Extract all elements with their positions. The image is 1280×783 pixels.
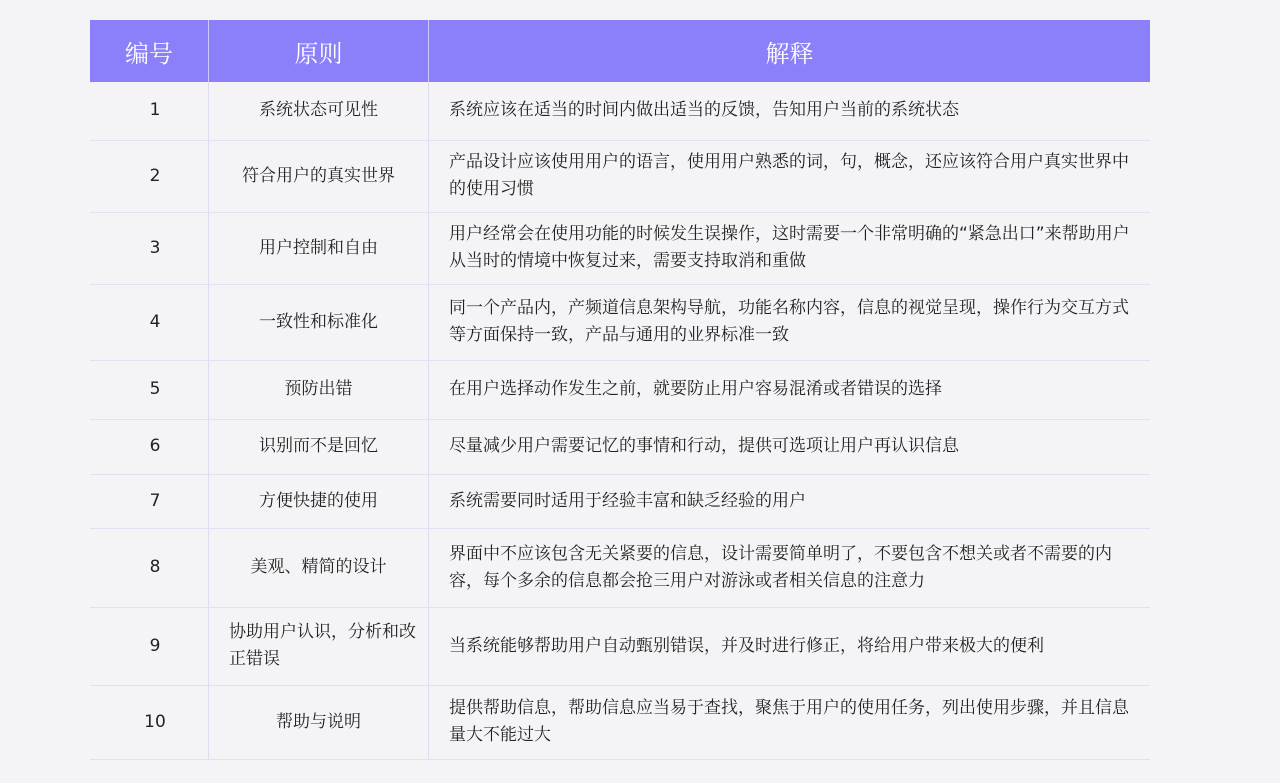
row-principle: 协助用户认识，分析和改正错误 (209, 607, 429, 685)
header-principle: 原则 (209, 20, 429, 82)
row-explanation: 产品设计应该使用用户的语言，使用用户熟悉的词，句，概念，还应该符合用户真实世界中的使用习惯 (429, 140, 1151, 212)
table-row (90, 419, 1150, 474)
row-number: 8 (90, 528, 209, 607)
table-row (90, 82, 1150, 140)
row-explanation: 界面中不应该包含无关紧要的信息，设计需要简单明了，不要包含不想关或者不需要的内容，每个多余的信息都会抢三用户对游泳或者相关信息的注意力 (429, 528, 1151, 607)
row-explanation: 尽量减少用户需要记忆的事情和行动，提供可选项让用户再认识信息 (429, 419, 1151, 474)
row-explanation: 同一个产品内，产频道信息架构导航，功能名称内容，信息的视觉呈现，操作行为交互方式等方面保持一致，产品与通用的业界标准一致 (429, 284, 1151, 360)
table-row (90, 360, 1150, 419)
row-principle: 系统状态可见性 (209, 82, 429, 140)
table-header-row (90, 20, 1150, 82)
table-row (90, 685, 1150, 759)
row-number: 5 (90, 360, 209, 419)
row-principle: 符合用户的真实世界 (209, 140, 429, 212)
row-number: 2 (90, 140, 209, 212)
row-explanation: 提供帮助信息，帮助信息应当易于查找，聚焦于用户的使用任务，列出使用步骤，并且信息量大不能过大 (429, 685, 1151, 759)
table-row (90, 474, 1150, 528)
row-explanation: 在用户选择动作发生之前，就要防止用户容易混淆或者错误的选择 (429, 360, 1151, 419)
header-number: 编号 (90, 20, 209, 82)
row-number: 3 (90, 212, 209, 284)
row-number: 9 (90, 607, 209, 685)
table-row (90, 212, 1150, 284)
row-explanation: 系统需要同时适用于经验丰富和缺乏经验的用户 (429, 474, 1151, 528)
row-principle: 方便快捷的使用 (209, 474, 429, 528)
header-explanation: 解释 (429, 20, 1151, 82)
table-row (90, 140, 1150, 212)
table-row (90, 607, 1150, 685)
row-principle: 识别而不是回忆 (209, 419, 429, 474)
row-principle: 帮助与说明 (209, 685, 429, 759)
row-principle: 美观、精简的设计 (209, 528, 429, 607)
row-number: 1 (90, 82, 209, 140)
table-row (90, 528, 1150, 607)
row-explanation: 系统应该在适当的时间内做出适当的反馈，告知用户当前的系统状态 (429, 82, 1151, 140)
row-number: 10 (90, 685, 209, 759)
row-principle: 一致性和标准化 (209, 284, 429, 360)
principles-table (90, 20, 1150, 760)
row-explanation: 当系统能够帮助用户自动甄别错误，并及时进行修正，将给用户带来极大的便利 (429, 607, 1151, 685)
row-explanation: 用户经常会在使用功能的时候发生误操作，这时需要一个非常明确的“紧急出口”来帮助用户从当时的情境中恢复过来，需要支持取消和重做 (429, 212, 1151, 284)
row-number: 4 (90, 284, 209, 360)
row-number: 7 (90, 474, 209, 528)
row-principle: 用户控制和自由 (209, 212, 429, 284)
table-row (90, 284, 1150, 360)
row-number: 6 (90, 419, 209, 474)
row-principle: 预防出错 (209, 360, 429, 419)
